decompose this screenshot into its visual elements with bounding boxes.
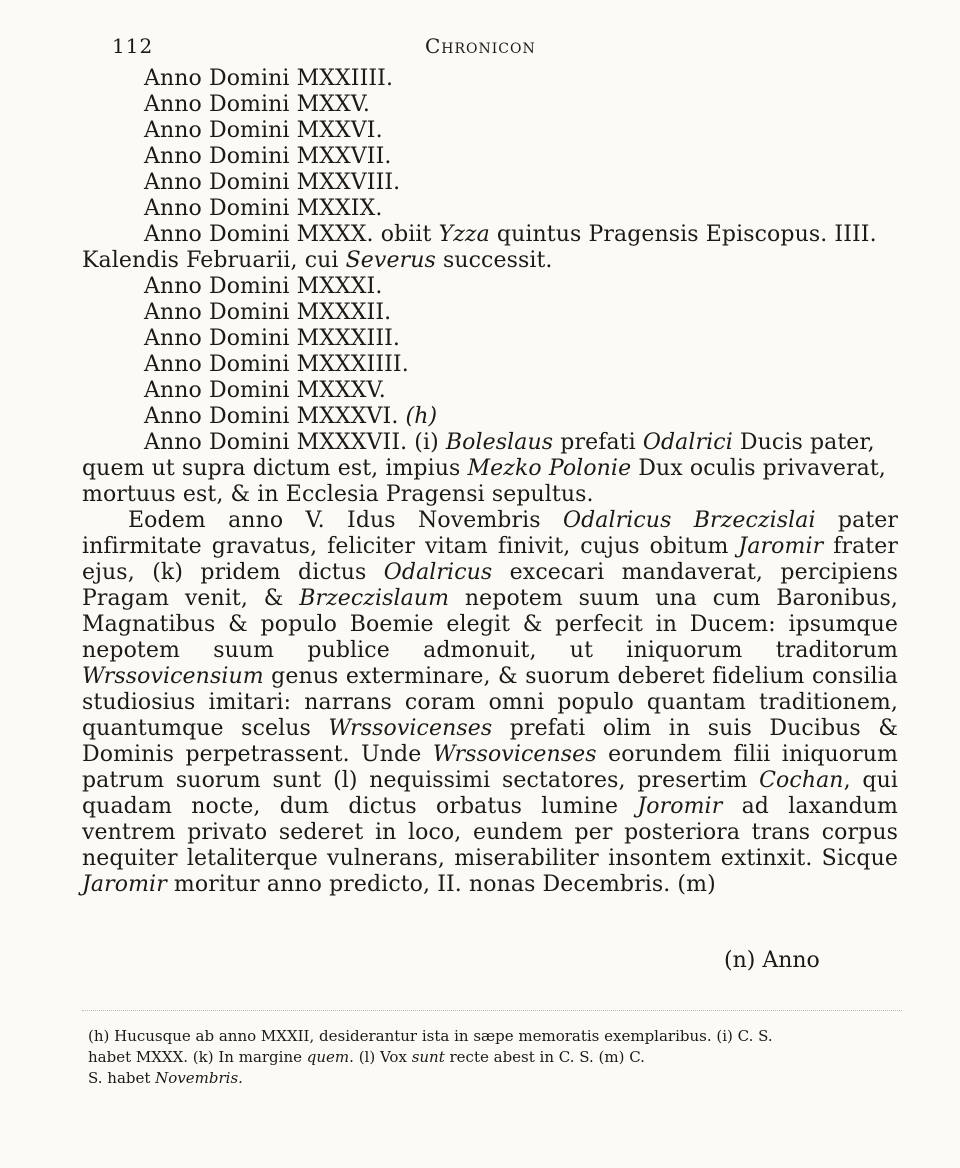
year-entry: Anno Domini MXXXII. [144, 300, 392, 325]
year-entry: Anno Domini MXXVI. [144, 118, 383, 143]
year-entry: Anno Domini MXXV. [144, 92, 371, 117]
year-entry-1030: Anno Domini MXXX. obiit Yzza quintus Pragensis Episcopus. IIII. [144, 222, 877, 247]
person-name: Yzza [438, 222, 490, 247]
year-entry: Anno Domini MXXXIII. [144, 326, 401, 351]
footnote-line: habet MXXX. (k) In margine quem. (l) Vox sunt recte abest in C. S. (m) C. [88, 1048, 645, 1066]
year-entry: Anno Domini MXXIIII. [144, 66, 394, 91]
year-entry-1037-cont: mortuus est, & in Ecclesia Pragensi sepultus. [82, 482, 594, 507]
year-entry-1030-cont: Kalendis Februarii, cui Severus successit. [82, 248, 553, 273]
catchword: (n) Anno [724, 948, 820, 973]
person-name: Severus [345, 248, 436, 273]
year-entry: Anno Domini MXXVII. [144, 144, 392, 169]
chronicle-text [82, 66, 898, 898]
year-entry-1037: Anno Domini MXXXVII. (i) Boleslaus prefati Odalrici Ducis pater, [144, 430, 875, 455]
person-name: Odalrici [642, 430, 733, 455]
year-entry: Anno Domini MXXXV. [144, 378, 386, 403]
year-entry-1036: Anno Domini MXXXVI. (h) [144, 404, 438, 429]
year-entry: Anno Domini MXXVIII. [144, 170, 401, 195]
year-entry-1037-cont: quem ut supra dictum est, impius Mezko Polonie Dux oculis privaverat, [82, 456, 886, 481]
year-entry: Anno Domini MXXXI. [144, 274, 383, 299]
running-head: Chronicon [425, 34, 536, 58]
footnote-rule [82, 1010, 902, 1011]
note-marker: (h) [405, 404, 438, 429]
footnote-line: (h) Hucusque ab anno MXXII, desiderantur ista in sæpe memoratis exemplaribus. (i) C. S. [88, 1027, 773, 1045]
footnote-line: S. habet Novembris. [88, 1069, 243, 1087]
footnotes [88, 1026, 904, 1089]
narrative-paragraph: Eodem anno V. Idus Novembris Odalricus Brzeczislai pater infirmitate gravatus, feliciter vitam finivit, cujus obitum Jaromir frater ejus, (k) pridem dictus Odalricus excecari mandaverat, percipiens Pragam venit, & Brzeczislaum nepotem suum una cum Baronibus, Magnatibus & populo Boemie elegit & perfecit in Ducem: ipsumque nepotem suum publice admonuit, ut iniquorum traditorum Wrssovicensium genus exterminare, & suorum deberet fidelium consilia studiosius imitari: narrans coram omni populo quantam traditionem, quantumque scelus Wrssovicenses prefati olim in suis Ducibus & Dominis perpetrassent. Unde Wrssovicenses eorundem filii iniquorum patrum suorum sunt (l) nequissimi sectatores, presertim Cochan, qui quadam nocte, dum dictus orbatus lumine Joromir ad laxandum ventrem privato sederet in loco, eundem per posteriora trans corpus nequiter letaliterque vulnerans, miserabiliter insontem extinxit. Sicque Jaromir moritur anno predicto, II. nonas Decembris. (m) [82, 508, 899, 897]
person-name: Boleslaus [445, 430, 554, 455]
person-name: Mezko Polonie [467, 456, 632, 481]
page-number: 112 [112, 34, 154, 58]
year-entry: Anno Domini MXXIX. [144, 196, 383, 221]
year-entry: Anno Domini MXXXIIII. [144, 352, 409, 377]
